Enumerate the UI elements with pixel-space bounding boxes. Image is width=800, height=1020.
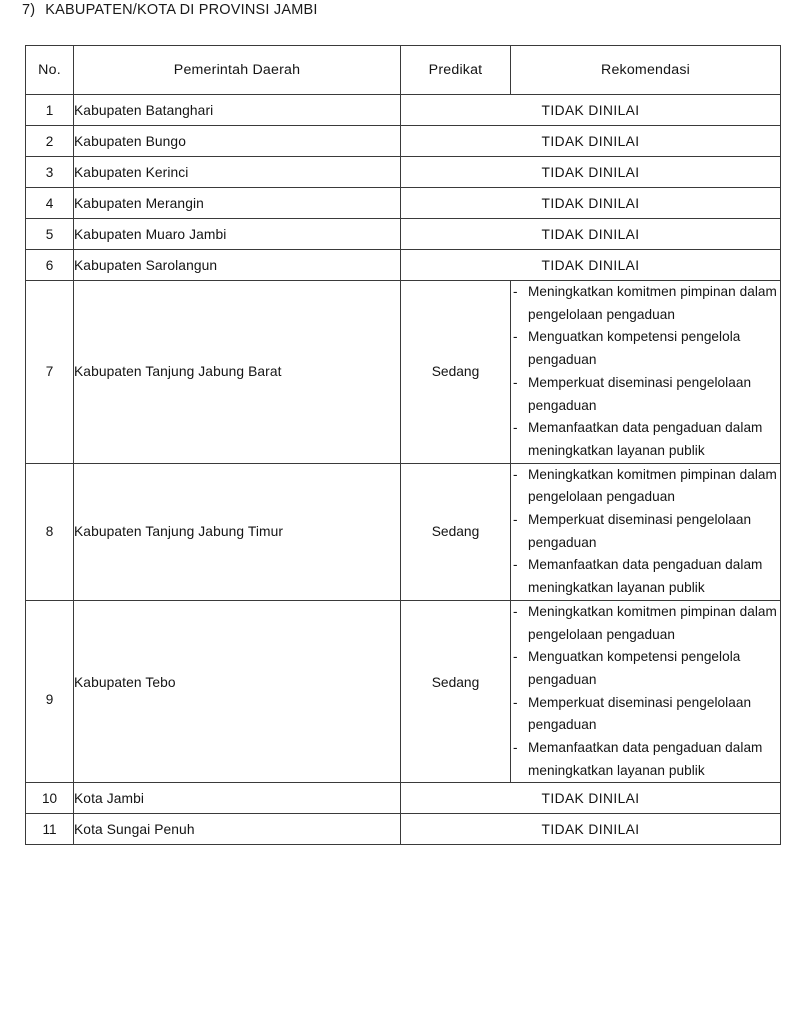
column-header-rekomendasi: Rekomendasi (511, 46, 781, 95)
bullet-dash-icon: - (513, 649, 518, 665)
column-header-pemerintah-daerah: Pemerintah Daerah (74, 46, 401, 95)
cell-no: 5 (26, 219, 74, 250)
rekomendasi-item-text: Memanfaatkan data pengaduan dalam meningkatkan layanan publik (528, 557, 763, 596)
rekomendasi-item-text: Memperkuat diseminasi pengelolaan pengaduan (528, 374, 752, 413)
cell-pemerintah-daerah: Kota Sungai Penuh (74, 814, 401, 845)
cell-pemerintah-daerah: Kabupaten Kerinci (74, 157, 401, 188)
column-header-no: No. (26, 46, 74, 95)
rekomendasi-item (511, 372, 780, 417)
cell-no: 11 (26, 814, 74, 845)
rekomendasi-item (511, 281, 780, 326)
cell-pemerintah-daerah: Kabupaten Muaro Jambi (74, 219, 401, 250)
table-row (26, 783, 781, 814)
bullet-dash-icon: - (513, 512, 518, 528)
table-row (26, 188, 781, 219)
rekomendasi-item (511, 737, 780, 782)
rekomendasi-item-text: Menguatkan kompetensi pengelola pengaduan (528, 329, 741, 368)
cell-rekomendasi (511, 281, 781, 464)
rekomendasi-item (511, 509, 780, 554)
rekomendasi-item (511, 554, 780, 599)
bullet-dash-icon: - (513, 740, 518, 756)
section-heading (22, 2, 318, 18)
cell-not-assessed: TIDAK DINILAI (401, 783, 781, 814)
bullet-dash-icon: - (513, 420, 518, 436)
bullet-dash-icon: - (513, 466, 518, 482)
table-body (26, 46, 781, 845)
section-title: KABUPATEN/KOTA DI PROVINSI JAMBI (45, 2, 318, 18)
cell-pemerintah-daerah: Kabupaten Bungo (74, 126, 401, 157)
rekomendasi-item (511, 464, 780, 509)
table-row (26, 250, 781, 281)
cell-pemerintah-daerah: Kabupaten Tanjung Jabung Timur (74, 463, 401, 600)
rekomendasi-item-text: Menguatkan kompetensi pengelola pengaduan (528, 649, 741, 687)
cell-no: 6 (26, 250, 74, 281)
assessment-table-wrapper (25, 45, 780, 845)
cell-pemerintah-daerah: Kabupaten Tanjung Jabung Barat (74, 281, 401, 464)
table-row (26, 157, 781, 188)
table-header-row (26, 46, 781, 95)
rekomendasi-item-text: Memperkuat diseminasi pengelolaan pengaduan (528, 694, 752, 733)
cell-rekomendasi (511, 463, 781, 600)
cell-pemerintah-daerah: Kabupaten Merangin (74, 188, 401, 219)
cell-predikat: Sedang (401, 600, 511, 783)
table-row (26, 600, 781, 783)
rekomendasi-item (511, 692, 780, 737)
table-row (26, 463, 781, 600)
bullet-dash-icon: - (513, 557, 518, 573)
bullet-dash-icon: - (513, 374, 518, 390)
rekomendasi-item (511, 417, 780, 462)
rekomendasi-item-text: Meningkatkan komitmen pimpinan dalam pengelolaan pengaduan (528, 603, 777, 642)
cell-pemerintah-daerah: Kabupaten Batanghari (74, 95, 401, 126)
cell-not-assessed: TIDAK DINILAI (401, 814, 781, 845)
rekomendasi-item-text: Meningkatkan komitmen pimpinan dalam pengelolaan pengaduan (528, 284, 777, 322)
cell-no: 4 (26, 188, 74, 219)
bullet-dash-icon: - (513, 603, 518, 619)
rekomendasi-list (511, 601, 780, 783)
rekomendasi-item (511, 646, 780, 691)
cell-predikat: Sedang (401, 463, 511, 600)
table-row (26, 219, 781, 250)
rekomendasi-item (511, 601, 780, 646)
column-header-predikat: Predikat (401, 46, 511, 95)
cell-not-assessed: TIDAK DINILAI (401, 250, 781, 281)
cell-no: 2 (26, 126, 74, 157)
cell-no: 10 (26, 783, 74, 814)
table-row (26, 95, 781, 126)
cell-not-assessed: TIDAK DINILAI (401, 126, 781, 157)
rekomendasi-item-text: Memanfaatkan data pengaduan dalam meningkatkan layanan publik (528, 740, 763, 778)
rekomendasi-item-text: Memanfaatkan data pengaduan dalam meningkatkan layanan publik (528, 420, 763, 458)
cell-no: 3 (26, 157, 74, 188)
cell-not-assessed: TIDAK DINILAI (401, 157, 781, 188)
assessment-table (25, 45, 781, 845)
cell-no: 1 (26, 95, 74, 126)
bullet-dash-icon: - (513, 329, 518, 345)
cell-pemerintah-daerah: Kabupaten Tebo (74, 600, 401, 783)
cell-no: 8 (26, 463, 74, 600)
cell-not-assessed: TIDAK DINILAI (401, 219, 781, 250)
rekomendasi-list (511, 464, 780, 600)
cell-pemerintah-daerah: Kabupaten Sarolangun (74, 250, 401, 281)
cell-not-assessed: TIDAK DINILAI (401, 188, 781, 219)
bullet-dash-icon: - (513, 284, 518, 299)
rekomendasi-item-text: Memperkuat diseminasi pengelolaan pengaduan (528, 512, 752, 550)
rekomendasi-item (511, 326, 780, 371)
rekomendasi-list (511, 281, 780, 463)
cell-no: 7 (26, 281, 74, 464)
cell-pemerintah-daerah: Kota Jambi (74, 783, 401, 814)
cell-rekomendasi (511, 600, 781, 783)
table-row (26, 126, 781, 157)
cell-predikat: Sedang (401, 281, 511, 464)
table-row (26, 281, 781, 464)
section-number: 7) (22, 2, 36, 18)
bullet-dash-icon: - (513, 694, 518, 710)
table-row (26, 814, 781, 845)
cell-no: 9 (26, 600, 74, 783)
cell-not-assessed: TIDAK DINILAI (401, 95, 781, 126)
rekomendasi-item-text: Meningkatkan komitmen pimpinan dalam pengelolaan pengaduan (528, 466, 777, 505)
